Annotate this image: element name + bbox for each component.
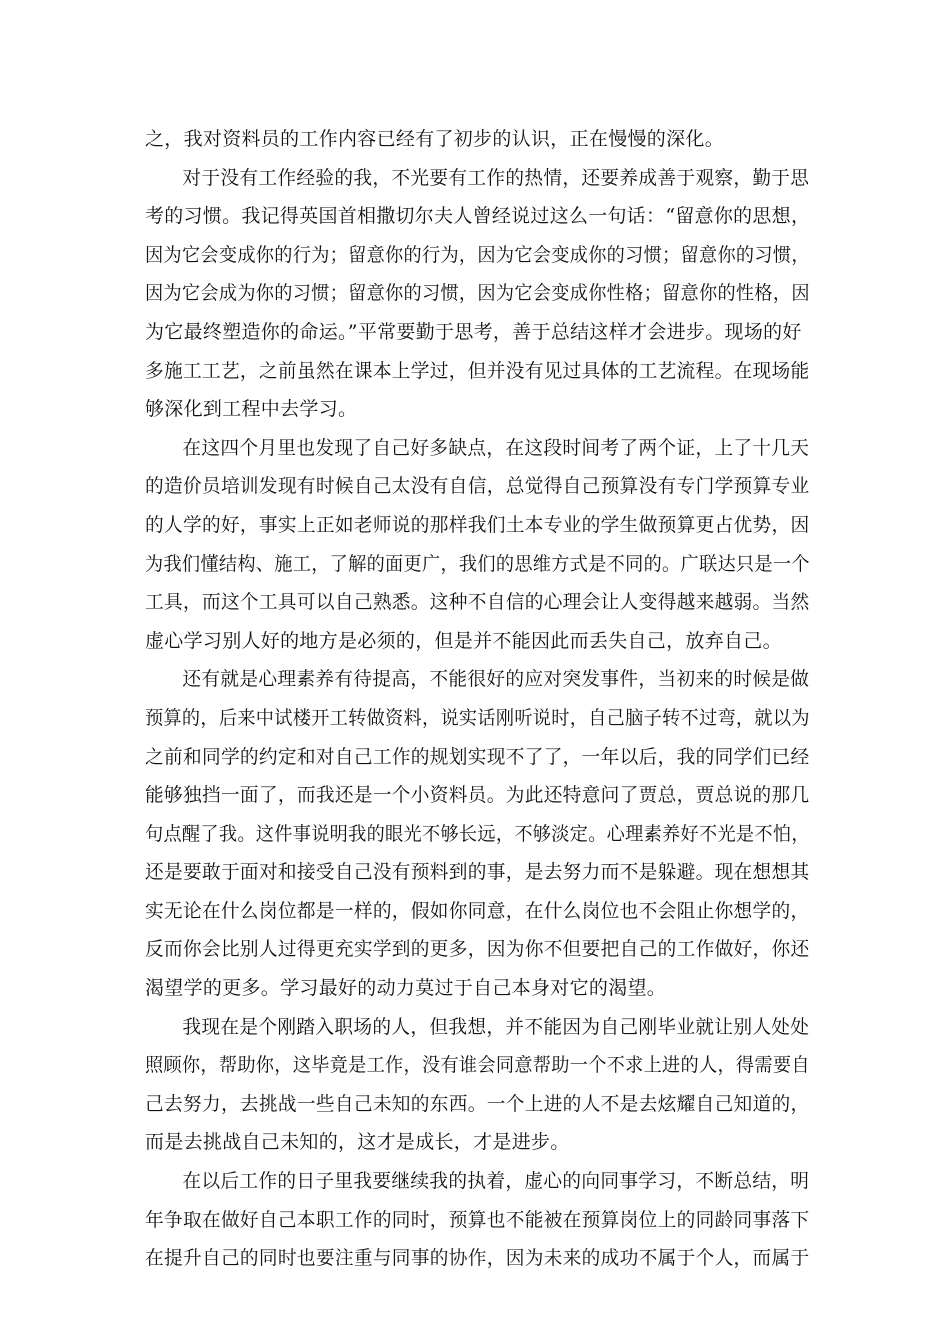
text-line: 虚心学习别人好的地方是必须的，但是并不能因此而丢失自己，放弃自己。	[145, 629, 782, 652]
paragraph-start-line: 还有就是心理素养有待提高，不能很好的应对突发事件，当初来的时候是做	[182, 668, 810, 691]
text-line: 照顾你，帮助你，这毕竟是工作，没有谁会同意帮助一个不求上进的人，得需要自	[145, 1054, 810, 1077]
text-line: 能够独挡一面了，而我还是一个小资料员。为此还特意问了贾总，贾总说的那几	[145, 784, 810, 807]
text-line: 之前和同学的约定和对自己工作的规划实现不了了，一年以后，我的同学们已经	[145, 745, 810, 768]
text-line: 多施工工艺，之前虽然在课本上学过，但并没有见过具体的工艺流程。在现场能	[145, 359, 810, 382]
text-line: 的造价员培训发现有时候自己太没有自信，总觉得自己预算没有专门学预算专业	[145, 475, 810, 498]
text-line: 为我们懂结构、施工，了解的面更广，我们的思维方式是不同的。广联达只是一个	[145, 552, 810, 575]
text-line: 在提升自己的同时也要注重与同事的协作，因为未来的成功不属于个人，而属于	[145, 1247, 810, 1270]
paragraph-start-line: 在这四个月里也发现了自己好多缺点，在这段时间考了两个证，上了十几天	[182, 436, 810, 459]
paragraph-start-line: 我现在是个刚踏入职场的人，但我想，并不能因为自己刚毕业就让别人处处	[182, 1015, 810, 1038]
paragraph-start-line: 在以后工作的日子里我要继续我的执着，虚心的向同事学习，不断总结，明	[182, 1170, 810, 1193]
text-line: 因为它会变成你的行为；留意你的行为，因为它会变成你的习惯；留意你的习惯，	[145, 243, 810, 266]
text-line: 还是要敢于面对和接受自己没有预料到的事，是去努力而不是躲避。现在想想其	[145, 861, 810, 884]
text-line: 渴望学的更多。学习最好的动力莫过于自己本身对它的渴望。	[145, 977, 667, 1000]
document-body	[145, 120, 810, 1278]
text-line: 为它最终塑造你的命运。”平常要勤于思考，善于总结这样才会进步。现场的好	[145, 320, 802, 343]
text-line: 句点醒了我。这件事说明我的眼光不够长远，不够淡定。心理素养好不光是不怕，	[145, 822, 810, 845]
text-line: 己去努力，去挑战一些自己未知的东西。一个上进的人不是去炫耀自己知道的，	[145, 1092, 810, 1115]
text-line: 预算的，后来中试楼开工转做资料，说实话刚听说时，自己脑子转不过弯，就以为	[145, 706, 810, 729]
text-line: 的人学的好，事实上正如老师说的那样我们土本专业的学生做预算更占优势，因	[145, 513, 810, 536]
text-line: 之，我对资料员的工作内容已经有了初步的认识，正在慢慢的深化。	[145, 128, 725, 150]
text-line: 够深化到工程中去学习。	[145, 398, 358, 421]
paragraph-start-line: 对于没有工作经验的我，不光要有工作的热情，还要养成善于观察，勤于思	[182, 166, 810, 189]
text-line: 考的习惯。我记得英国首相撒切尔夫人曾经说过这么一句话：“留意你的思想，	[145, 205, 811, 228]
text-line: 因为它会成为你的习惯；留意你的习惯，因为它会变成你性格；留意你的性格，因	[145, 282, 810, 305]
text-line: 反而你会比别人过得更充实学到的更多，因为你不但要把自己的工作做好，你还	[145, 938, 810, 961]
text-line: 年争取在做好自己本职工作的同时，预算也不能被在预算岗位上的同龄同事落下	[145, 1208, 810, 1231]
text-line: 实无论在什么岗位都是一样的，假如你同意，在什么岗位也不会阻止你想学的，	[145, 899, 810, 922]
text-line: 而是去挑战自己未知的，这才是成长，才是进步。	[145, 1131, 570, 1154]
text-line: 工具，而这个工具可以自己熟悉。这种不自信的心理会让人变得越来越弱。当然	[145, 591, 810, 614]
